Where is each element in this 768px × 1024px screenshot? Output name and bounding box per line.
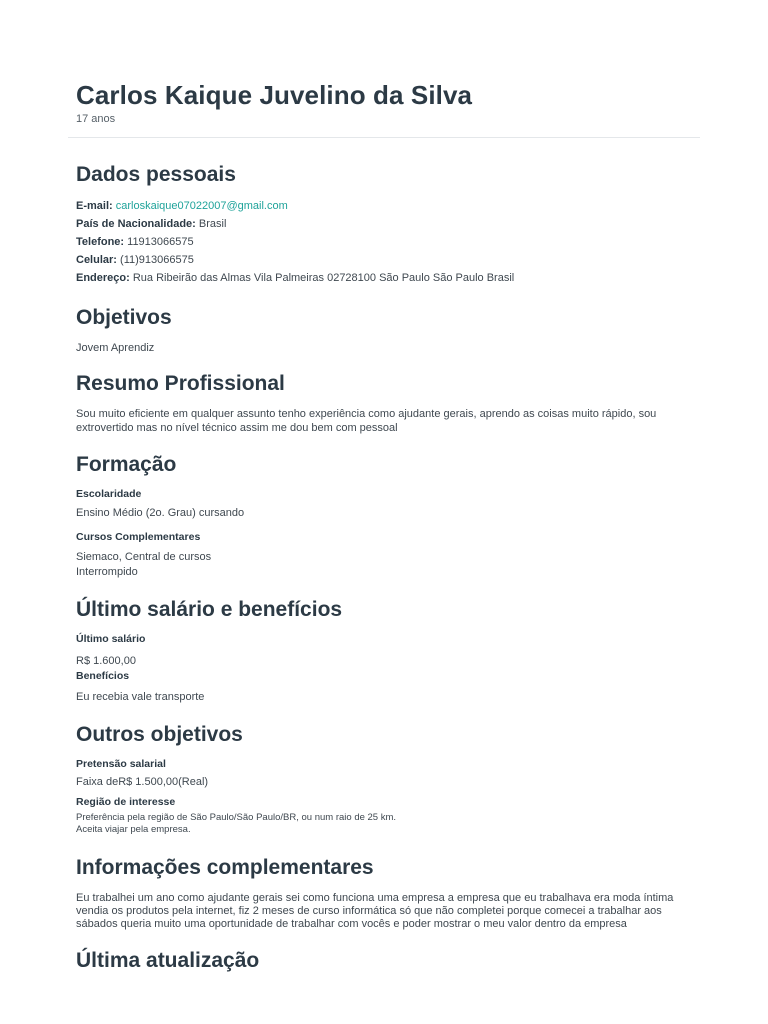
section-title-complementares: Informações complementares [76,856,374,879]
section-title-outros: Outros objetivos [76,723,243,746]
endereco-row [76,271,514,285]
pretensao-value: Faixa deR$ 1.500,00(Real) [76,776,209,788]
email-label: E-mail: [76,200,113,212]
ultimo-salario-value: R$ 1.600,00 [76,655,136,667]
resumo-line-2: extrovertido mas no nível técnico assim me dou bem com pessoal [76,422,398,434]
section-title-atualizacao: Última atualização [76,949,260,972]
beneficios-value: Eu recebia vale transporte [76,691,205,703]
email-row [76,199,288,213]
candidate-name: Carlos Kaique Juvelino da Silva [76,80,473,110]
section-title-dados-pessoais: Dados pessoais [76,163,236,186]
endereco-value: Rua Ribeirão das Almas Vila Palmeiras 02728100 São Paulo São Paulo Brasil [132,272,515,284]
curso-nome: Siemaco, Central de cursos [76,551,212,563]
complementares-line-1: Eu trabalhei um ano como ajudante gerais sei como funciona uma empresa a empresa que eu trabalhava era moda íntima [76,892,674,904]
section-title-objetivos: Objetivos [76,306,172,329]
regiao-line-2: Aceita viajar pela empresa. [76,824,191,835]
escolaridade-value: Ensino Médio (2o. Grau) cursando [76,507,245,519]
complementares-line-3: sábados queria muito uma oportunidade de trabalhar com vocês e poder mostrar o meu valor dentro da empresa [76,918,627,930]
complementares-line-2: vendia os produtos pela internet, fiz 2 meses de curso informática só que não completei porque comecei a trabalhar aos [76,905,662,917]
pretensao-label: Pretensão salarial [76,758,166,770]
pais-value: Brasil [198,218,227,230]
endereco-label: Endereço: [76,272,130,284]
section-title-salario: Último salário e benefícios [76,598,343,621]
ultimo-salario-label: Último salário [76,633,146,645]
telefone-label: Telefone: [76,236,125,248]
resume-header [76,78,700,126]
objetivos-text: Jovem Aprendiz [76,342,155,354]
pais-row [76,217,226,231]
cursos-label: Cursos Complementares [76,531,201,543]
celular-label: Celular: [76,254,117,266]
celular-value: (11)913066575 [120,254,194,266]
beneficios-label: Benefícios [76,670,130,682]
resumo-line-1: Sou muito eficiente em qualquer assunto tenho experiência como ajudante gerais, aprendo as coisas muito rápido, sou [76,408,657,420]
section-title-resumo: Resumo Profissional [76,372,285,395]
section-title-formacao: Formação [76,453,177,476]
escolaridade-label: Escolaridade [76,488,142,500]
regiao-label: Região de interesse [76,796,176,808]
curso-status: Interrompido [76,566,138,578]
pais-label: País de Nacionalidade: [76,218,196,230]
celular-row [76,253,194,267]
regiao-line-1: Preferência pela região de São Paulo/São Paulo/BR, ou num raio de 25 km. [76,812,397,823]
telefone-value: 11913066575 [127,236,194,248]
candidate-age: 17 anos [76,113,116,125]
telefone-row [76,235,194,249]
email-link[interactable]: carloskaique07022007@gmail.com [115,200,288,212]
header-divider [68,137,700,138]
